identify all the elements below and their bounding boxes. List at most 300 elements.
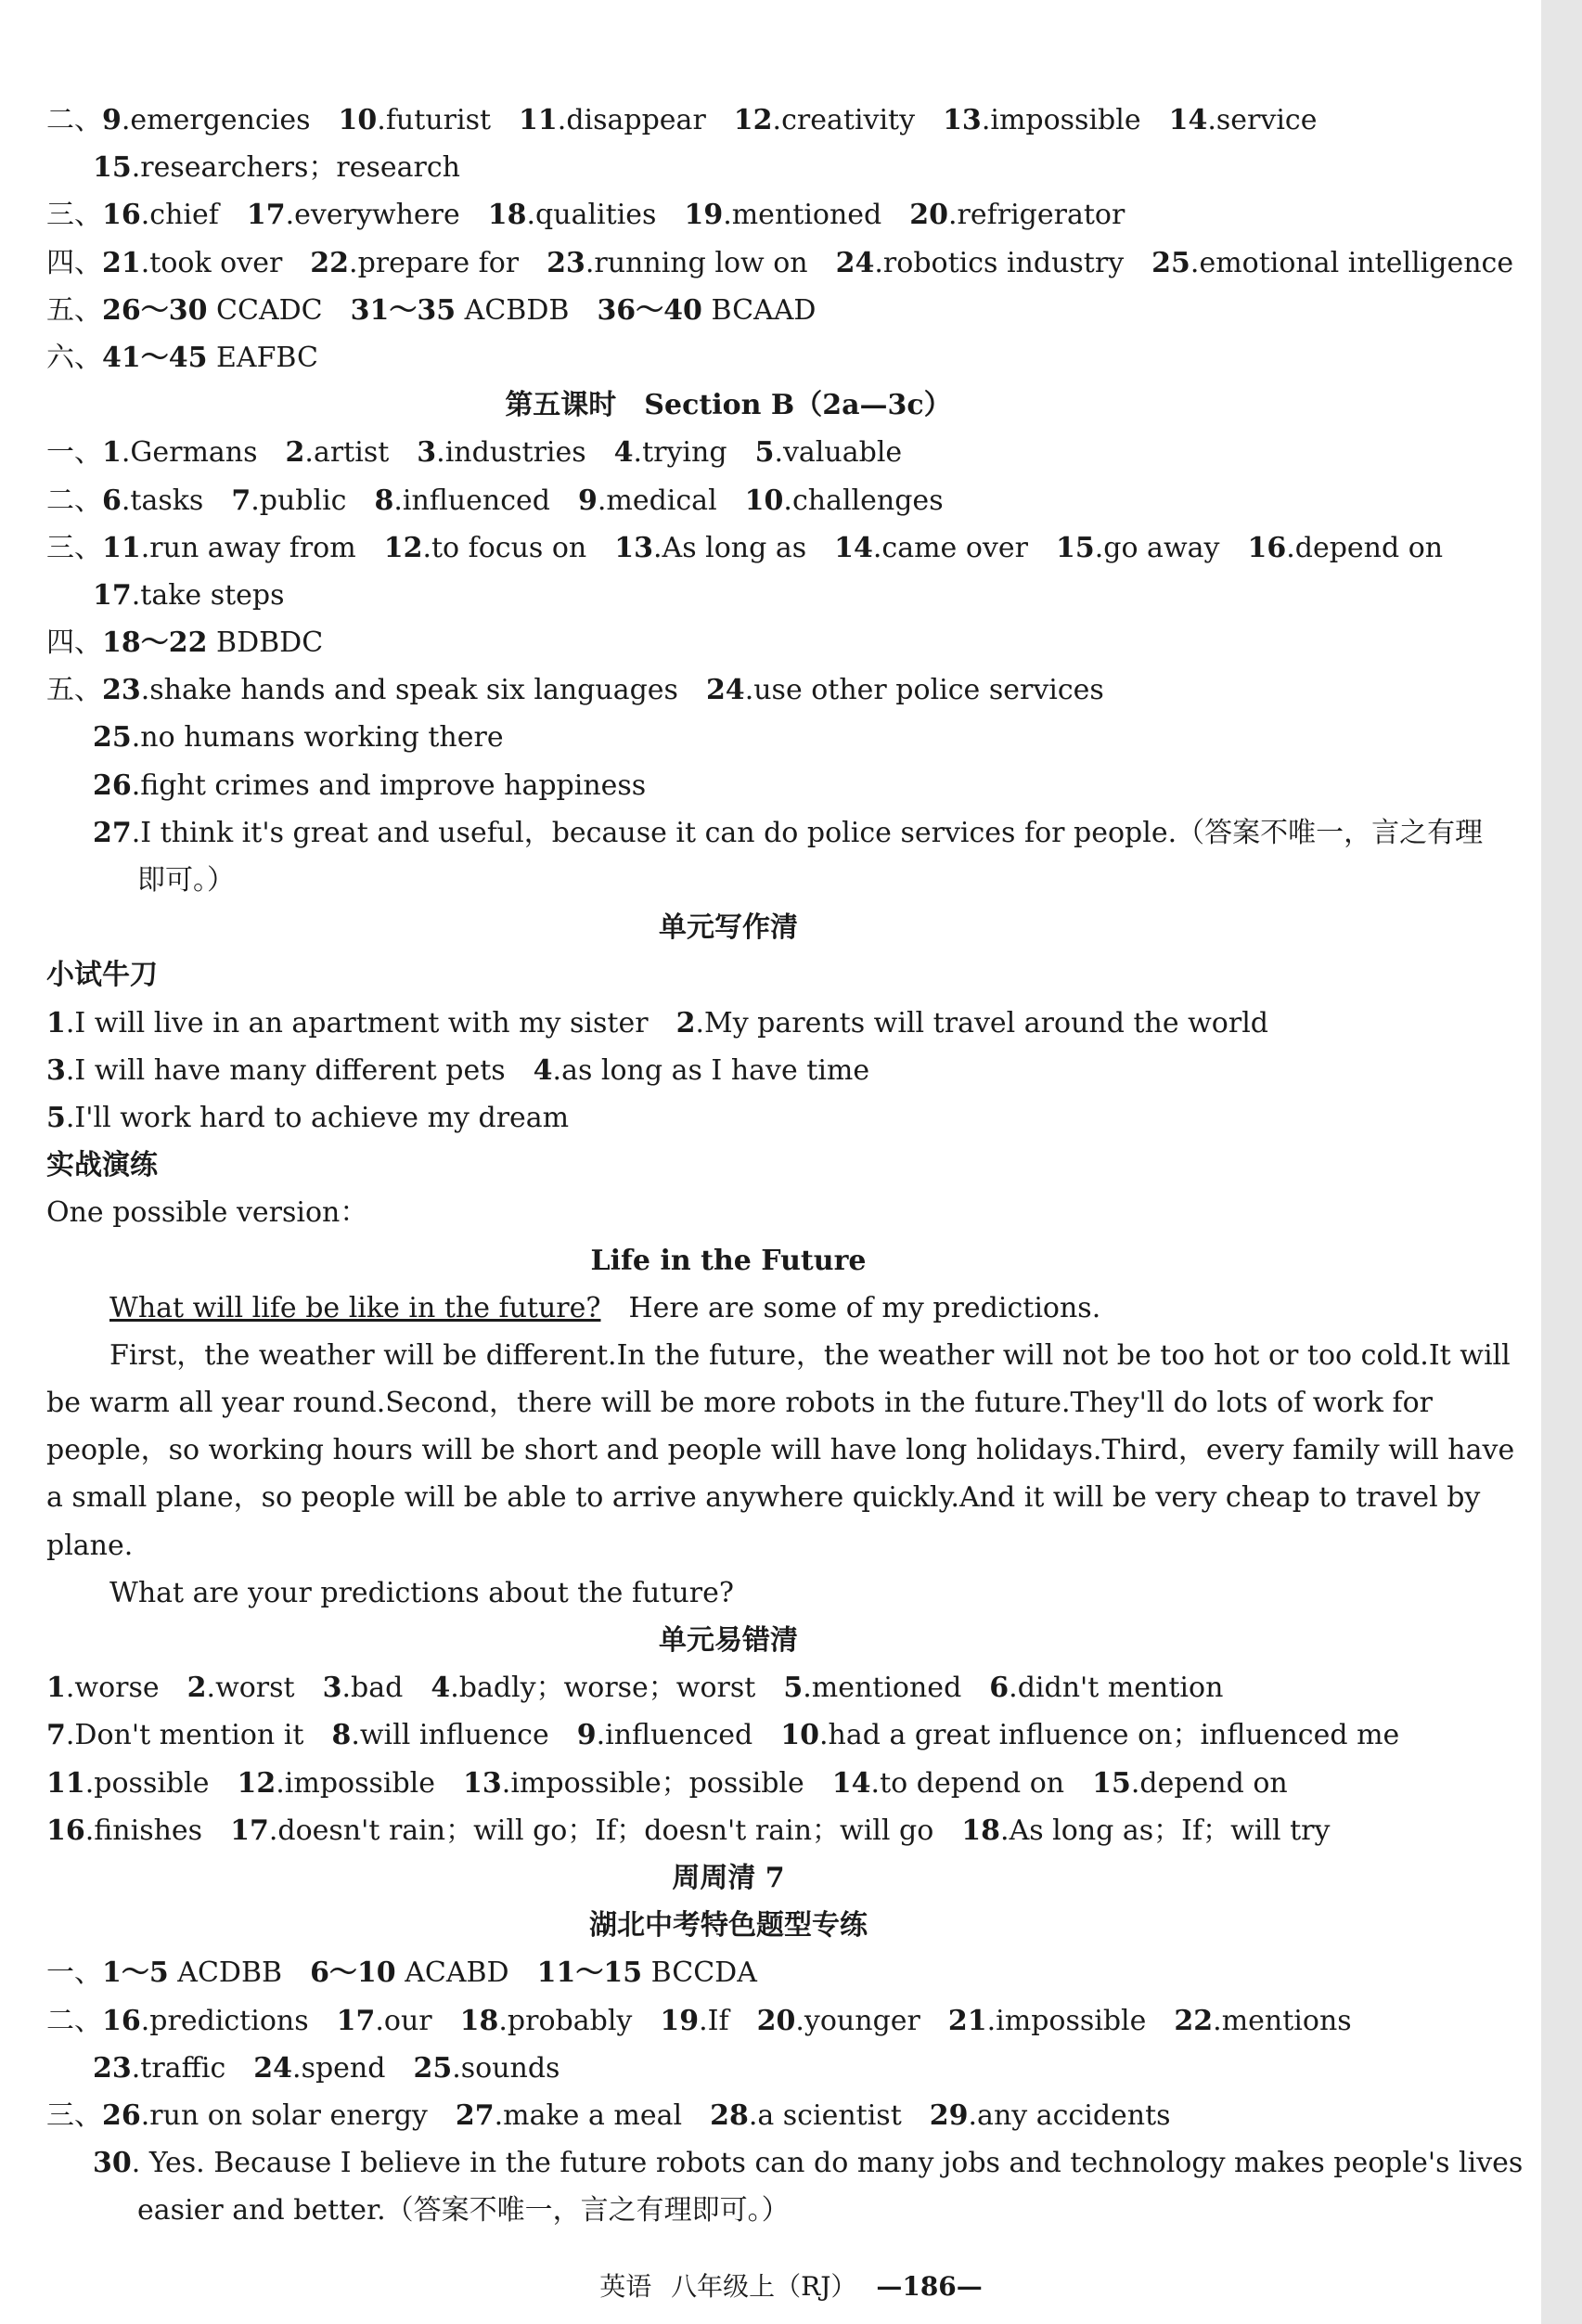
- answer-item: [253, 2052, 385, 2085]
- answer-text: .take steps: [131, 578, 285, 612]
- question-number: 2: [186, 1672, 207, 1705]
- answer-text: .I think it's great and useful，because it can do police services for people.（答案不唯一，言之有理: [131, 816, 1484, 849]
- question-number: 24: [705, 674, 745, 707]
- answer-text: .will influence: [351, 1719, 549, 1752]
- question-number: 3: [417, 436, 437, 470]
- question-number: 11: [519, 104, 558, 136]
- essay-intro-rest: Here are some of my predictions.: [600, 1291, 1101, 1324]
- answer-text: .any accidents: [968, 2098, 1171, 2132]
- question-number: 18: [459, 2004, 499, 2037]
- answer-text: .influenced: [393, 484, 550, 517]
- question-number: 10: [338, 104, 378, 136]
- question-number: 36～40: [597, 293, 702, 327]
- answer-item: [102, 342, 318, 374]
- question-number: 23: [93, 2051, 132, 2085]
- answer-item: [93, 151, 460, 184]
- answer-text: .depend on: [1286, 531, 1444, 564]
- answer-text: .mentioned: [803, 1672, 962, 1705]
- answer-text: .traffic: [131, 2051, 226, 2085]
- answer-item: [463, 1767, 804, 1800]
- text-line: plane.: [46, 1529, 134, 1562]
- answer-text: .badly；worse；worst: [450, 1672, 756, 1705]
- question-number: 18: [487, 199, 527, 232]
- answer-item: [46, 1814, 202, 1847]
- question-number: 11: [102, 531, 141, 564]
- question-number: 22: [310, 246, 350, 279]
- answer-text: .our: [375, 2004, 432, 2037]
- answer-text: .medical: [597, 484, 717, 517]
- answer-text: .creativity: [772, 104, 916, 136]
- answer-item: [519, 104, 706, 136]
- answer-item: [948, 2005, 1147, 2037]
- answer-item: [93, 2052, 225, 2085]
- answer-text: .predictions: [140, 2004, 309, 2037]
- question-number: 30: [93, 2147, 132, 2180]
- answer-text: .didn't mention: [1009, 1672, 1224, 1705]
- question-number: 6: [989, 1672, 1010, 1705]
- answer-item: [331, 1719, 548, 1751]
- answer-row: [46, 2045, 1410, 2092]
- answer-row: [46, 809, 1484, 857]
- question-number: 22: [1174, 2004, 1214, 2037]
- answer-item: [310, 247, 519, 279]
- answer-text: .futurist: [377, 104, 492, 136]
- section-prefix: 五、: [46, 293, 102, 327]
- question-number: 5: [783, 1672, 804, 1705]
- question-number: 1～5: [102, 1956, 169, 1990]
- answer-item: [46, 1767, 210, 1800]
- section-heading: 第五课时 Section B（2a—3c）: [505, 389, 952, 422]
- question-number: 12: [383, 531, 423, 564]
- answer-row: [46, 666, 1410, 714]
- question-number: 8: [331, 1719, 352, 1752]
- answer-text: ACBDB: [456, 293, 570, 327]
- answer-row: [46, 1094, 1410, 1142]
- answer-item: [943, 104, 1141, 136]
- question-number: 10: [744, 484, 784, 517]
- question-number: 5: [754, 436, 775, 470]
- question-number: 13: [463, 1766, 502, 1800]
- answer-row: [46, 97, 1410, 144]
- answer-item: [1169, 104, 1318, 136]
- answer-text: .mentioned: [723, 199, 882, 232]
- answer-item: [230, 1814, 933, 1847]
- answer-item: [102, 2005, 309, 2037]
- question-number: 24: [253, 2051, 293, 2085]
- answer-text: CCADC: [207, 293, 323, 327]
- question-number: 17: [336, 2004, 376, 2037]
- answer-item: [102, 104, 311, 136]
- answer-item: [961, 1814, 1330, 1847]
- answer-row: [46, 2092, 1410, 2139]
- answer-text: .As long as；If；will try: [1000, 1814, 1331, 1847]
- answer-text: ACDBB: [168, 1956, 283, 1990]
- answer-text: .doesn't rain；will go；If；doesn't rain；will go: [268, 1814, 934, 1847]
- answer-text: .chief: [140, 199, 219, 232]
- answer-text: .qualities: [526, 199, 657, 232]
- question-number: 27: [93, 816, 132, 849]
- answer-item: [460, 2005, 633, 2037]
- footer-grade: 八年级上（RJ）: [671, 2271, 857, 2302]
- answer-item: [578, 484, 717, 517]
- answer-row: [46, 1000, 1410, 1047]
- section-prefix: 三、: [46, 199, 102, 232]
- answer-text: .running low on: [585, 246, 808, 279]
- answer-text: .worst: [206, 1672, 295, 1705]
- question-number: 29: [929, 2098, 969, 2132]
- answer-item: [102, 199, 219, 231]
- answer-text: BCAAD: [701, 293, 817, 327]
- answer-item: [488, 199, 657, 231]
- answer-item: [783, 1672, 961, 1704]
- answer-row: [46, 1711, 1410, 1759]
- question-number: 25: [413, 2051, 453, 2085]
- answer-item: [46, 1007, 649, 1039]
- question-number: 1: [46, 1006, 66, 1039]
- answer-row: [46, 714, 1410, 761]
- answer-text: EAFBC: [207, 341, 318, 374]
- answer-row: [46, 1807, 1410, 1854]
- answer-text: .as long as I have time: [552, 1053, 870, 1087]
- answer-item: [102, 532, 356, 564]
- question-number: 14: [831, 1766, 871, 1800]
- question-number: 3: [322, 1672, 342, 1705]
- answer-item: [684, 199, 881, 231]
- answer-item: [46, 1102, 569, 1134]
- answer-text: .artist: [304, 436, 390, 470]
- question-number: 15: [93, 151, 132, 185]
- question-number: 13: [943, 104, 982, 136]
- section-heading: 湖北中考特色题型专练: [589, 1909, 868, 1943]
- answer-text: .Don't mention it: [65, 1719, 304, 1752]
- answer-item: [102, 436, 258, 469]
- answer-item: [238, 1767, 436, 1800]
- answer-text: .service: [1207, 104, 1318, 136]
- section-prefix: 二、: [46, 484, 102, 517]
- answer-text: .emotional intelligence: [1190, 246, 1514, 279]
- section-prefix: 三、: [46, 2098, 102, 2132]
- answer-item: [547, 247, 808, 279]
- answer-item: [755, 436, 903, 469]
- answer-text: .impossible: [986, 2004, 1147, 2037]
- answer-item: [757, 2005, 920, 2037]
- subsection-title: 小试牛刀: [46, 959, 158, 992]
- answer-text: .I'll work hard to achieve my dream: [65, 1101, 570, 1134]
- answer-item: [374, 484, 550, 517]
- text-line: a small plane，so people will be able to arrive anywhere quickly.And it will be very cheap to travel by: [46, 1481, 1481, 1515]
- question-number: 12: [733, 104, 773, 136]
- underlined-question: What will life be like in the future?: [109, 1291, 601, 1324]
- answer-text: BDBDC: [207, 626, 324, 660]
- answer-item: [247, 199, 460, 231]
- question-number: 9: [576, 1719, 597, 1752]
- answer-row: [46, 477, 1410, 524]
- footer-subject: 英语: [599, 2271, 652, 2302]
- answer-text: .came over: [872, 531, 1028, 564]
- answer-text: .prepare for: [349, 246, 520, 279]
- answer-row: [46, 1047, 1410, 1094]
- answer-row: [46, 524, 1444, 572]
- answer-text: .no humans working there: [131, 721, 504, 755]
- question-number: 25: [93, 721, 132, 755]
- answer-text: .My parents will travel around the world: [695, 1006, 1269, 1039]
- section-prefix: 六、: [46, 341, 102, 374]
- question-number: 7: [231, 484, 251, 517]
- answer-item: [660, 2005, 728, 2037]
- text-line: 即可。）: [137, 864, 235, 897]
- question-number: 18: [961, 1814, 1001, 1847]
- answer-item: [102, 674, 678, 706]
- answer-text: .impossible: [276, 1766, 436, 1800]
- answer-item: [46, 1672, 160, 1704]
- question-number: 15: [1092, 1766, 1131, 1800]
- answer-text: .mentions: [1213, 2004, 1352, 2037]
- answer-row: [46, 1664, 1410, 1711]
- question-number: 4: [613, 436, 634, 470]
- section-heading: Life in the Future: [590, 1244, 867, 1277]
- section-heading: 单元易错清: [659, 1624, 798, 1657]
- question-number: 28: [710, 2098, 749, 2132]
- answer-item: [734, 104, 915, 136]
- answer-text: .to focus on: [422, 531, 587, 564]
- section-heading: 周周清 7: [672, 1861, 785, 1894]
- question-number: 20: [909, 199, 949, 232]
- question-number: 15: [1055, 531, 1095, 564]
- question-number: 1: [46, 1672, 66, 1705]
- essay-intro-line: [46, 1285, 1410, 1332]
- question-number: 2: [285, 436, 305, 470]
- section-prefix: 一、: [46, 1956, 102, 1990]
- answer-text: .If: [699, 2004, 729, 2037]
- answer-text: .public: [251, 484, 347, 517]
- question-number: 13: [614, 531, 653, 564]
- answer-item: [1247, 532, 1443, 564]
- text-line: What are your predictions about the future?: [109, 1576, 734, 1609]
- question-number: 5: [46, 1101, 66, 1134]
- answer-text: .challenges: [783, 484, 944, 517]
- answer-item: [534, 1054, 869, 1087]
- question-number: 26: [93, 768, 132, 802]
- answer-row: [46, 1997, 1410, 2045]
- answer-item: [597, 294, 816, 327]
- answer-text: .valuable: [774, 436, 903, 470]
- answer-item: [286, 436, 390, 469]
- section-prefix: 四、: [46, 626, 102, 660]
- answer-text: .industries: [436, 436, 586, 470]
- answer-item: [187, 1672, 295, 1704]
- answer-item: [834, 532, 1028, 564]
- answer-item: [102, 1956, 282, 1989]
- answer-text: .Germans: [121, 436, 258, 470]
- text-line: be warm all year round.Second，there will be more robots in the future.They'll do lots of work for: [46, 1387, 1433, 1420]
- answer-text: .spend: [292, 2051, 386, 2085]
- section-prefix: 二、: [46, 2004, 102, 2037]
- answer-text: .run away from: [140, 531, 356, 564]
- answer-item: [417, 436, 585, 469]
- answer-text: .worse: [65, 1672, 160, 1705]
- answer-text: .emergencies: [121, 104, 311, 136]
- section-prefix: 二、: [46, 104, 102, 136]
- page-edge-shadow: [1541, 0, 1582, 2324]
- section-prefix: 四、: [46, 246, 102, 279]
- answer-text: .tasks: [121, 484, 204, 517]
- answer-text: .sounds: [452, 2051, 560, 2085]
- question-number: 6～10: [310, 1956, 396, 1990]
- answer-row: [46, 2139, 1524, 2187]
- answer-item: [93, 579, 285, 612]
- question-number: 1: [102, 436, 122, 470]
- text-line: easier and better.（答案不唯一，言之有理即可。）: [137, 2194, 790, 2227]
- answer-text: .refrigerator: [948, 199, 1125, 232]
- answer-item: [413, 2052, 559, 2085]
- answer-item: [706, 674, 1104, 706]
- answer-item: [102, 294, 323, 327]
- answer-item: [384, 532, 587, 564]
- answer-item: [1174, 2005, 1351, 2037]
- answer-item: [745, 484, 944, 517]
- answer-text: .took over: [140, 246, 283, 279]
- answer-content: [46, 97, 1524, 2234]
- answer-item: [351, 294, 570, 327]
- answer-text: .impossible；possible: [501, 1766, 804, 1800]
- text-line: First，the weather will be different.In the future，the weather will not be too hot or too cold.It will: [109, 1338, 1511, 1372]
- answer-item: [337, 2005, 432, 2037]
- question-number: 23: [547, 246, 585, 279]
- question-number: 31～35: [350, 293, 457, 327]
- question-number: 21: [947, 2004, 987, 2037]
- answer-item: [46, 1719, 303, 1751]
- question-number: 10: [780, 1719, 819, 1752]
- answer-row: [46, 239, 1514, 287]
- answer-row: [46, 619, 1410, 666]
- answer-text: .disappear: [557, 104, 706, 136]
- question-number: 11: [46, 1766, 85, 1800]
- question-number: 17: [93, 578, 132, 612]
- answer-item: [537, 1956, 757, 1989]
- question-number: 4: [431, 1672, 451, 1705]
- answer-item: [231, 484, 346, 517]
- answer-text: .trying: [633, 436, 727, 470]
- answer-item: [577, 1719, 753, 1751]
- question-number: 16: [1247, 531, 1287, 564]
- answer-text: .possible: [84, 1766, 210, 1800]
- question-number: 4: [533, 1053, 553, 1087]
- answer-text: BCCDA: [642, 1956, 757, 1990]
- answer-row: [46, 762, 1410, 809]
- answer-item: [614, 436, 727, 469]
- question-number: 8: [374, 484, 394, 517]
- question-number: 2: [675, 1006, 696, 1039]
- answer-item: [780, 1719, 1399, 1751]
- answer-item: [930, 2099, 1171, 2132]
- question-number: 12: [237, 1766, 277, 1800]
- question-number: 20: [756, 2004, 796, 2037]
- page-footer: [0, 2266, 1582, 2304]
- question-number: 3: [46, 1053, 66, 1087]
- section-prefix: 五、: [46, 674, 102, 707]
- question-number: 26～30: [102, 293, 208, 327]
- answer-item: [1056, 532, 1220, 564]
- section-prefix: 三、: [46, 531, 102, 564]
- answer-row: [46, 144, 1410, 191]
- question-number: 9: [577, 484, 598, 517]
- question-number: 26: [102, 2098, 141, 2132]
- question-number: 16: [102, 199, 141, 232]
- question-number: 9: [102, 104, 122, 136]
- answer-text: . Yes. Because I believe in the future robots can do many jobs and technology makes people's lives: [131, 2147, 1524, 2180]
- answer-text: .run on solar energy: [140, 2098, 428, 2132]
- answer-row: [46, 287, 1410, 334]
- answer-row: [46, 1760, 1410, 1807]
- answer-item: [102, 2099, 428, 2132]
- answer-text: .depend on: [1130, 1766, 1288, 1800]
- answer-item: [614, 532, 806, 564]
- question-number: 14: [1168, 104, 1208, 136]
- answer-item: [102, 484, 203, 517]
- question-number: 27: [455, 2098, 495, 2132]
- answer-item: [93, 721, 504, 754]
- answer-item: [909, 199, 1125, 231]
- answer-item: [93, 2147, 1523, 2179]
- question-number: 17: [230, 1814, 269, 1847]
- text-line: One possible version：: [46, 1196, 368, 1230]
- answer-text: .fight crimes and improve happiness: [131, 768, 647, 802]
- subsection-title: 实战演练: [46, 1149, 158, 1182]
- answer-text: .a scientist: [748, 2098, 902, 2132]
- answer-item: [710, 2099, 902, 2132]
- answer-item: [989, 1672, 1223, 1704]
- answer-item: [310, 1956, 509, 1989]
- answer-text: .influenced: [596, 1719, 753, 1752]
- section-prefix: 一、: [46, 436, 102, 470]
- answer-text: .make a meal: [494, 2098, 683, 2132]
- question-number: 24: [835, 246, 875, 279]
- answer-item: [1092, 1767, 1288, 1800]
- answer-item: [1151, 247, 1513, 279]
- answer-row: [46, 572, 1410, 619]
- footer-page-number: —186—: [876, 2271, 983, 2302]
- answer-text: .shake hands and speak six languages: [140, 674, 678, 707]
- question-number: 21: [102, 246, 141, 279]
- question-number: 23: [102, 674, 141, 707]
- answer-row: [46, 1949, 1410, 1996]
- answer-item: [339, 104, 491, 136]
- question-number: 25: [1151, 246, 1190, 279]
- answer-item: [93, 817, 1483, 849]
- answer-item: [93, 769, 646, 802]
- answer-item: [102, 247, 282, 279]
- answer-item: [46, 1054, 506, 1087]
- question-number: 17: [246, 199, 286, 232]
- answer-item: [832, 1767, 1064, 1800]
- answer-item: [323, 1672, 404, 1704]
- answer-item: [102, 626, 323, 659]
- answer-text: .use other police services: [744, 674, 1104, 707]
- question-number: 7: [46, 1719, 66, 1752]
- answer-text: .probably: [498, 2004, 633, 2037]
- answer-text: .As long as: [653, 531, 807, 564]
- answer-item: [676, 1007, 1268, 1039]
- answer-row: [46, 191, 1410, 239]
- question-number: 16: [46, 1814, 85, 1847]
- answer-item: [431, 1672, 755, 1704]
- answer-item: [456, 2099, 682, 2132]
- answer-text: .researchers；research: [131, 151, 460, 185]
- question-number: 18～22: [102, 626, 208, 660]
- question-number: 11～15: [536, 1956, 643, 1990]
- question-number: 14: [834, 531, 873, 564]
- answer-text: .I will have many different pets: [65, 1053, 506, 1087]
